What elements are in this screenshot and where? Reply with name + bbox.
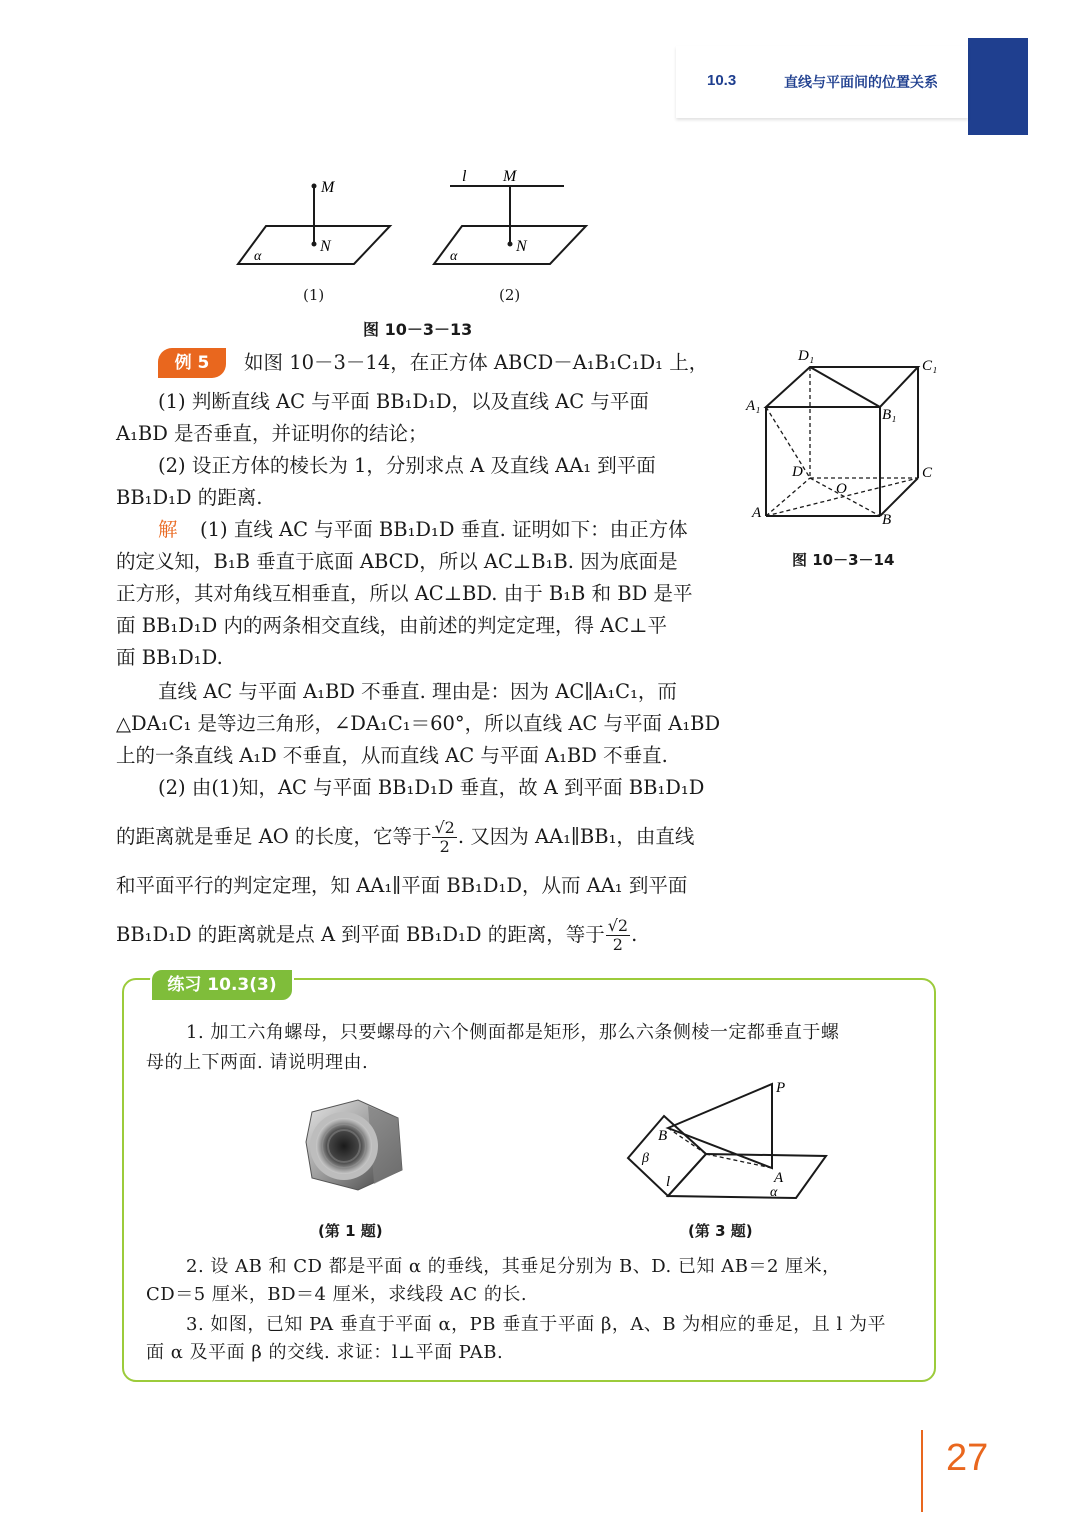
exercise-q2-line2: CD＝5 厘米，BD＝4 厘米，求线段 AC 的长. (146, 1284, 528, 1305)
cube-label-B: B (882, 512, 892, 528)
example-line-12: △DA₁C₁ 是等边三角形，∠DA₁C₁＝60°，所以直线 AC 与平面 A₁BD (116, 712, 721, 735)
example-line-3: A₁BD 是否垂直，并证明你的结论； (116, 422, 428, 445)
fig13-label-M: M (321, 179, 335, 196)
hex-nut-image (298, 1092, 410, 1198)
example-line-17 (116, 912, 716, 958)
example-line-1: 如图 10－3－14，在正方体 ABCD－A₁B₁C₁D₁ 上， (244, 351, 709, 374)
fig3-label-beta: β (642, 1151, 649, 1166)
fig13-label-N2: N (516, 238, 527, 255)
example-line-17a: BB₁D₁D 的距离就是点 A 到平面 BB₁D₁D 的距离，等于 (116, 923, 605, 946)
example-line-15a: 的距离就是垂足 AO 的长度，它等于 (116, 825, 432, 848)
cube-label-O: O (836, 481, 847, 497)
example-line-8: 正方形，其对角线互相垂直，所以 AC⊥BD. 由于 B₁B 和 BD 是平 (116, 582, 693, 605)
fig14-caption: 图 10－3－14 (792, 551, 895, 569)
fig13-label-l: l (462, 168, 467, 185)
page-number: 27 (946, 1437, 989, 1479)
example-line-10: 面 BB₁D₁D. (116, 646, 223, 669)
exercise-q1-line1: 1. 加工六角螺母，只要螺母的六个侧面都是矩形，那么六条侧棱一定都垂直于螺 (186, 1022, 840, 1043)
example-line-2: (1) 判断直线 AC 与平面 BB₁D₁D，以及直线 AC 与平面 (158, 390, 649, 413)
example-line-7: 的定义知，B₁B 垂直于底面 ABCD，所以 AC⊥B₁B. 因为底面是 (116, 550, 678, 573)
exercise-q1-line2: 母的上下两面. 请说明理由. (146, 1052, 369, 1073)
header-accent-bar (968, 38, 1028, 135)
example-line-6: (1) 直线 AC 与平面 BB₁D₁D 垂直. 证明如下：由正方体 (200, 518, 688, 541)
example-line-13: 上的一条直线 A₁D 不垂直，从而直线 AC 与平面 A₁BD 不垂直. (116, 744, 668, 767)
fig3-label-P: P (776, 1080, 786, 1096)
cube-label-A: A (752, 505, 762, 521)
exercise-q2-line1: 2. 设 AB 和 CD 都是平面 α 的垂线，其垂足分别为 B、D. 已知 AB＝2 厘米， (186, 1256, 841, 1277)
example-line-15 (116, 814, 716, 860)
fig3-label-A: A (774, 1170, 784, 1186)
example-line-11: 直线 AC 与平面 A₁BD 不垂直. 理由是：因为 AC∥A₁C₁，而 (158, 680, 677, 703)
fig3-label-B: B (658, 1128, 668, 1144)
cube-label-D1: D₁ (798, 348, 815, 364)
fig13-label-N: N (320, 238, 331, 255)
fig3-label-alpha: α (770, 1185, 778, 1200)
figure-10-3-13 (230, 160, 610, 290)
fig13-caption: 图 10－3－13 (363, 320, 473, 339)
cube-label-C1: C₁ (922, 358, 938, 374)
cube-label-B1: B₁ (882, 407, 897, 423)
example-line-9: 面 BB₁D₁D 内的两条相交直线，由前述的判定定理，得 AC⊥平 (116, 614, 667, 637)
exercise-caption-q3: (第 3 题) (688, 1222, 753, 1240)
fig13-label-alpha: α (254, 249, 262, 264)
frac-num-b: √2 (607, 916, 629, 935)
example-line-4: (2) 设正方体的棱长为 1，分别求点 A 及直线 AA₁ 到平面 (158, 454, 656, 477)
frac-num: √2 (434, 818, 455, 837)
page-number-divider (921, 1430, 923, 1512)
exercise-q3-line2: 面 α 及平面 β 的交线. 求证：l⊥平面 PAB. (146, 1342, 504, 1363)
fraction-sqrt2-over-2-b (606, 917, 630, 954)
cube-label-D: D (792, 464, 803, 480)
fig13-label-alpha2: α (450, 249, 458, 264)
frac-den: 2 (439, 837, 450, 856)
example-line-5: BB₁D₁D 的距离. (116, 486, 263, 509)
fig13-sub2: (2) (499, 286, 521, 304)
fraction-sqrt2-over-2 (432, 819, 456, 856)
cube-label-C: C (922, 465, 933, 481)
figure-question-3 (620, 1078, 832, 1200)
frac-den-b: 2 (612, 935, 623, 954)
figure-10-3-14-cube (740, 340, 950, 540)
solution-label: 解 (158, 518, 178, 541)
fig13-sub1: (1) (303, 286, 325, 304)
exercise-caption-q1: (第 1 题) (318, 1222, 383, 1240)
section-number: 10.3 (707, 72, 737, 89)
cube-label-A1: A₁ (746, 398, 761, 414)
example-line-14: (2) 由(1)知，AC 与平面 BB₁D₁D 垂直，故 A 到平面 BB₁D₁D (158, 776, 705, 799)
exercise-tab: 练习 10.3(3) (150, 968, 294, 1002)
example-line-17b: . (631, 923, 638, 946)
fig13-label-M2: M (503, 168, 517, 185)
fig3-label-l: l (666, 1174, 671, 1190)
example-line-16: 和平面平行的判定定理，知 AA₁∥平面 BB₁D₁D，从而 AA₁ 到平面 (116, 874, 688, 897)
exercise-q3-line1: 3. 如图，已知 PA 垂直于平面 α，PB 垂直于平面 β，A、B 为相应的垂足，且 l 为平 (186, 1314, 887, 1335)
example-badge: 例 5 (158, 348, 226, 378)
example-line-15b: . 又因为 AA₁∥BB₁，由直线 (457, 825, 695, 848)
section-title: 直线与平面间的位置关系 (784, 75, 938, 91)
